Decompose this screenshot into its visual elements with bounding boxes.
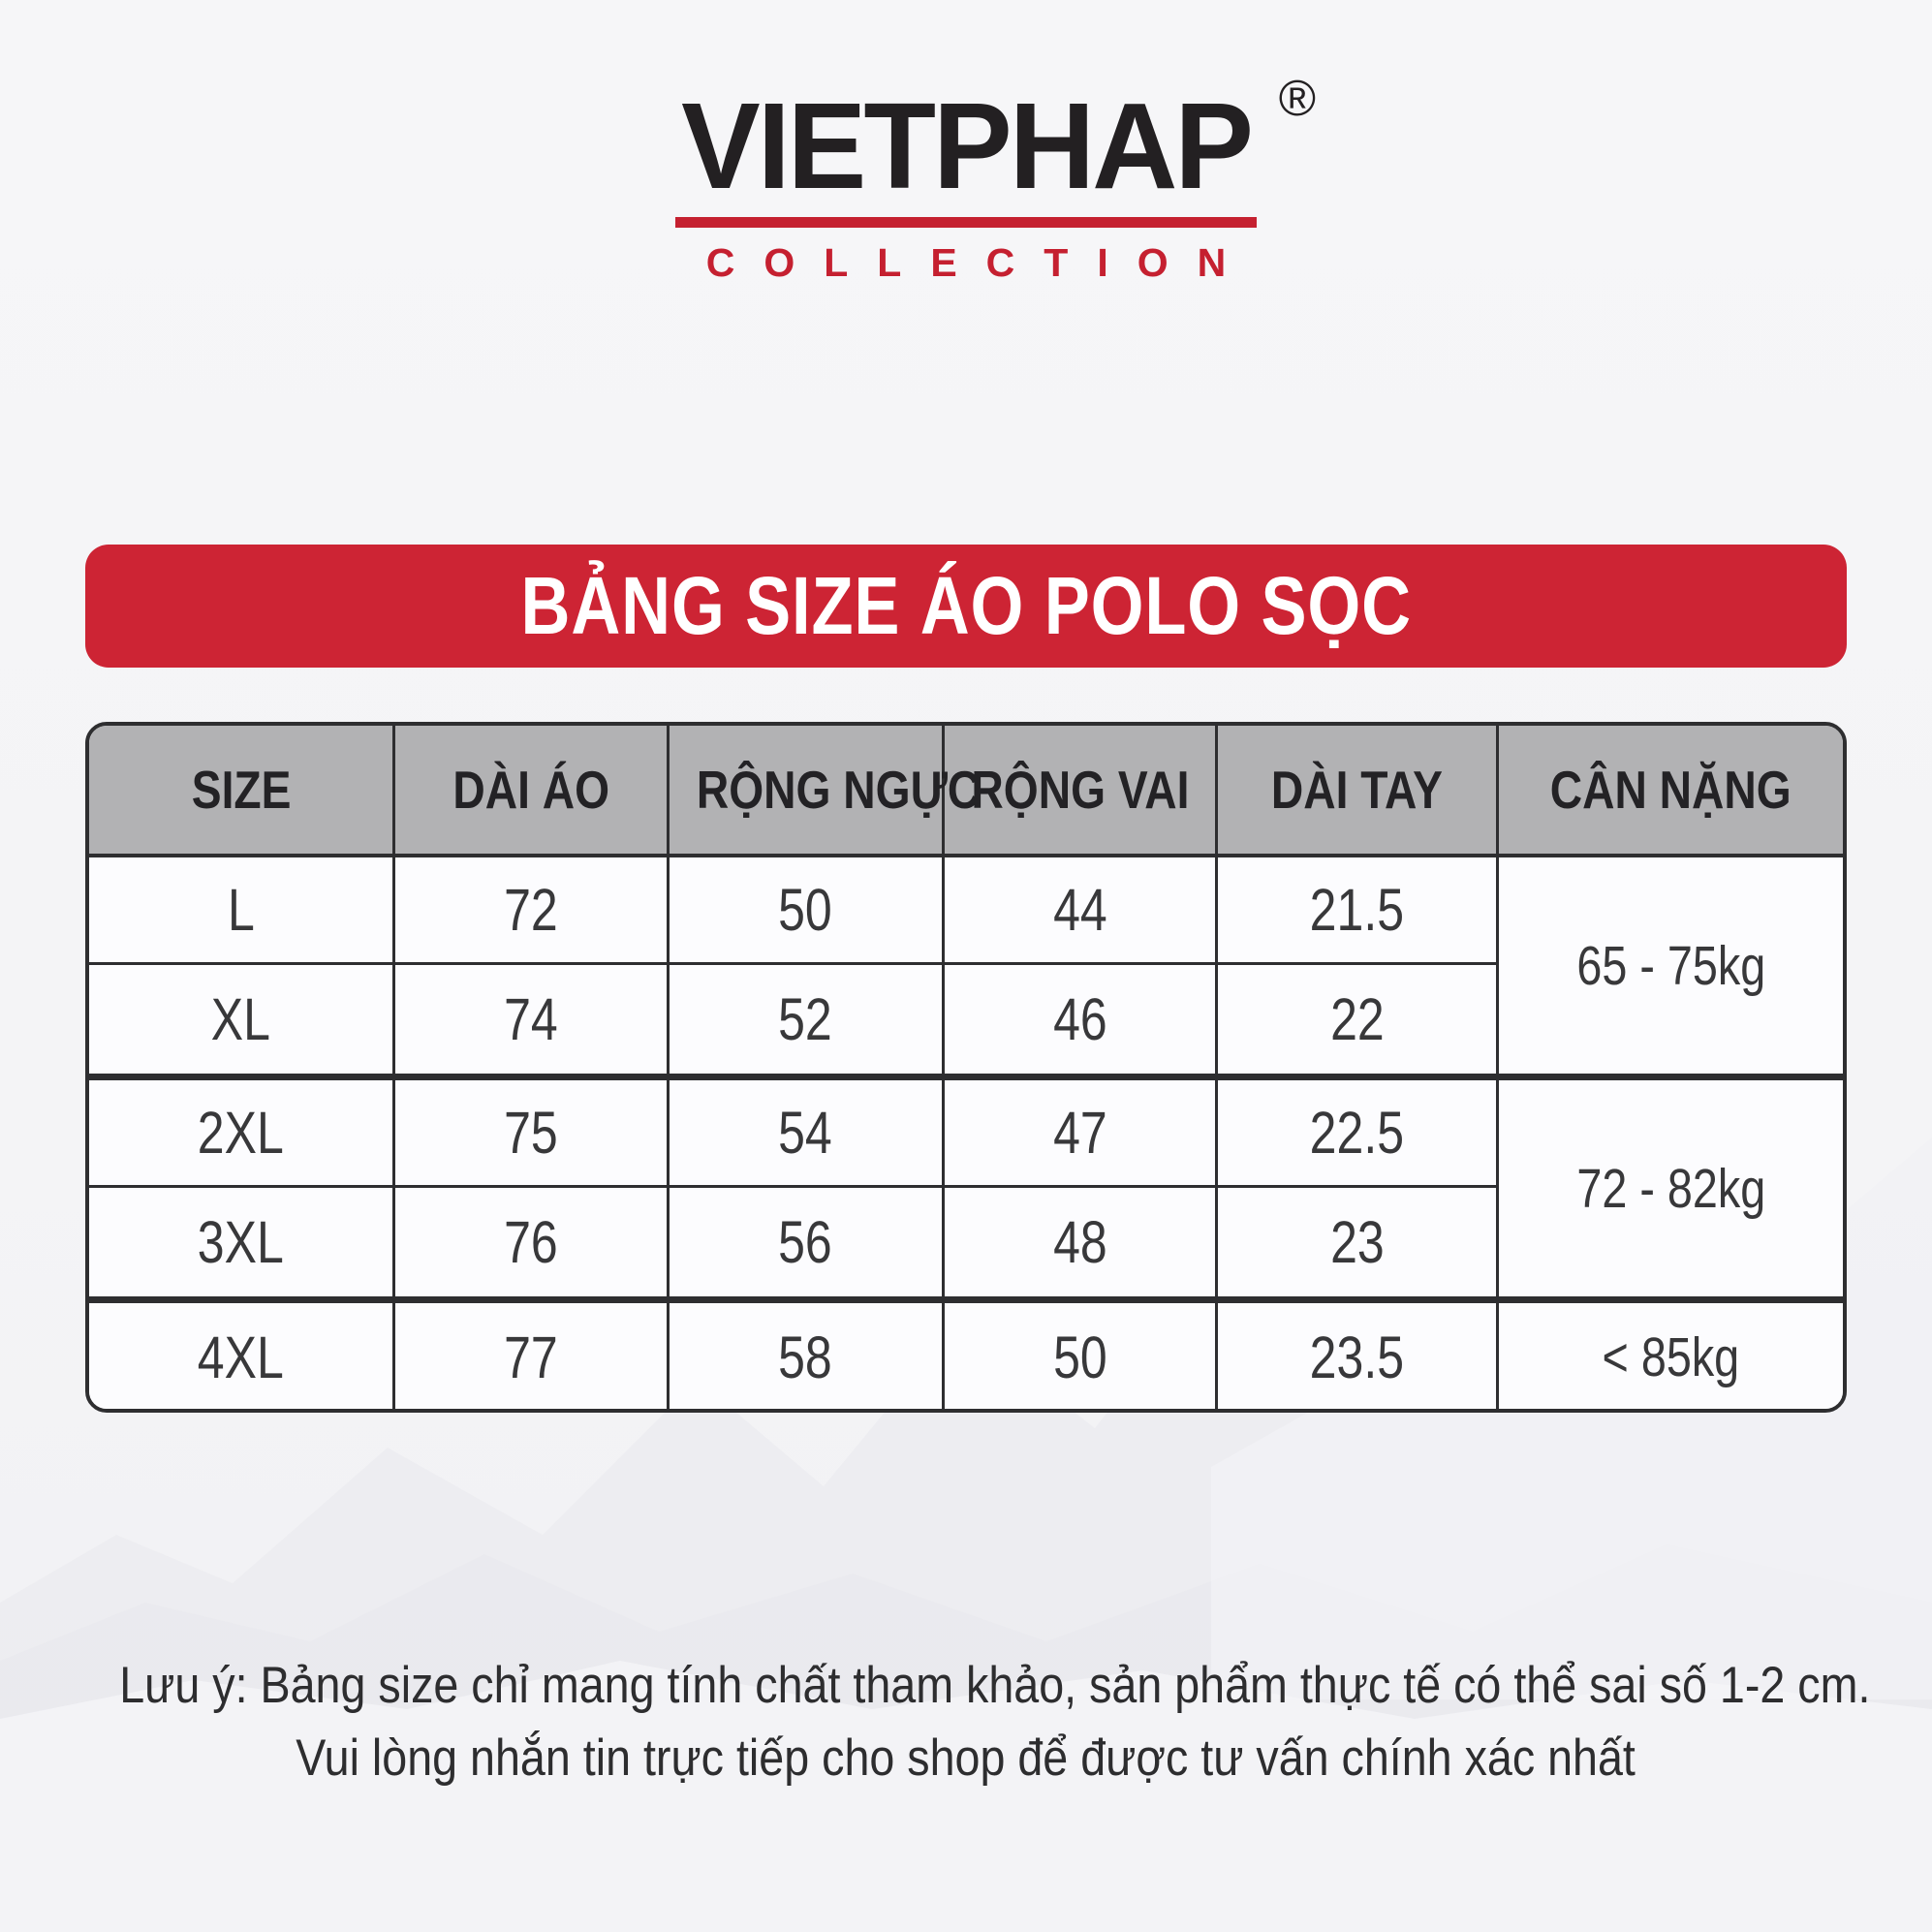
size-table-grid <box>89 726 1843 1412</box>
cell-rong-vai: 48 <box>943 1187 1216 1300</box>
cell-size: 4XL <box>89 1300 394 1413</box>
brand-name: VIETPHAP <box>681 78 1251 214</box>
cell-dai-ao: 74 <box>394 964 668 1077</box>
column-header-dai-ao <box>394 726 668 856</box>
column-header-rong-vai <box>943 726 1216 856</box>
table-row-2xl <box>89 1077 1843 1187</box>
cell-size: 2XL <box>89 1077 394 1187</box>
cell-dai-ao: 77 <box>394 1300 668 1413</box>
column-header-size <box>89 726 394 856</box>
cell-rong-vai: 47 <box>943 1077 1216 1187</box>
column-header-dai-tay <box>1217 726 1498 856</box>
cell-rong-nguc: 52 <box>668 964 943 1077</box>
cell-size: 3XL <box>89 1187 394 1300</box>
brand-underline <box>675 217 1257 228</box>
brand-logo <box>0 71 1932 285</box>
cell-size: L <box>89 856 394 964</box>
cell-weight-group-3: < 85kg <box>1497 1300 1843 1413</box>
cell-dai-tay: 23.5 <box>1217 1300 1498 1413</box>
cell-rong-nguc: 54 <box>668 1077 943 1187</box>
cell-dai-tay: 21.5 <box>1217 856 1498 964</box>
cell-rong-vai: 46 <box>943 964 1216 1077</box>
cell-weight-group-2: 72 - 82kg <box>1497 1077 1843 1300</box>
cell-rong-vai: 50 <box>943 1300 1216 1413</box>
size-table <box>85 722 1847 1413</box>
registered-trademark-icon: ® <box>1278 71 1317 127</box>
cell-rong-nguc: 50 <box>668 856 943 964</box>
column-header-dai-tay-label: DÀI TAY <box>1271 760 1444 820</box>
cell-dai-ao: 75 <box>394 1077 668 1187</box>
brand-name-row <box>672 71 1317 214</box>
note-line-2: Vui lòng nhắn tin trực tiếp cho shop để được tư vấn chính xác nhất <box>296 1729 1636 1788</box>
column-header-dai-ao-label: DÀI ÁO <box>452 760 609 820</box>
cell-dai-tay: 23 <box>1217 1187 1498 1300</box>
cell-dai-ao: 72 <box>394 856 668 964</box>
size-chart-title-banner <box>85 545 1847 668</box>
cell-dai-tay: 22 <box>1217 964 1498 1077</box>
column-header-size-label: SIZE <box>191 760 292 820</box>
brand-subtitle: COLLECTION <box>705 240 1256 285</box>
note <box>0 1649 1932 1795</box>
size-chart-title: BẢNG SIZE ÁO POLO SỌC <box>520 560 1412 651</box>
table-header-row <box>89 726 1843 856</box>
cell-rong-vai: 44 <box>943 856 1216 964</box>
cell-dai-ao: 76 <box>394 1187 668 1300</box>
cell-rong-nguc: 56 <box>668 1187 943 1300</box>
column-header-can-nang-label: CÂN NẶNG <box>1549 760 1792 820</box>
cell-rong-nguc: 58 <box>668 1300 943 1413</box>
table-row-l <box>89 856 1843 964</box>
column-header-rong-nguc-label: RỘNG NGỰC <box>696 760 981 820</box>
cell-dai-tay: 22.5 <box>1217 1077 1498 1187</box>
table-row-4xl <box>89 1300 1843 1413</box>
cell-weight-group-1: 65 - 75kg <box>1497 856 1843 1077</box>
note-line-1: Lưu ý: Bảng size chỉ mang tính chất tham khảo, sản phẩm thực tế có thể sai số 1-2 cm. <box>119 1657 1871 1714</box>
column-header-rong-vai-label: RỘNG VAI <box>971 760 1190 820</box>
cell-size: XL <box>89 964 394 1077</box>
column-header-can-nang <box>1497 726 1843 856</box>
column-header-rong-nguc <box>668 726 981 856</box>
